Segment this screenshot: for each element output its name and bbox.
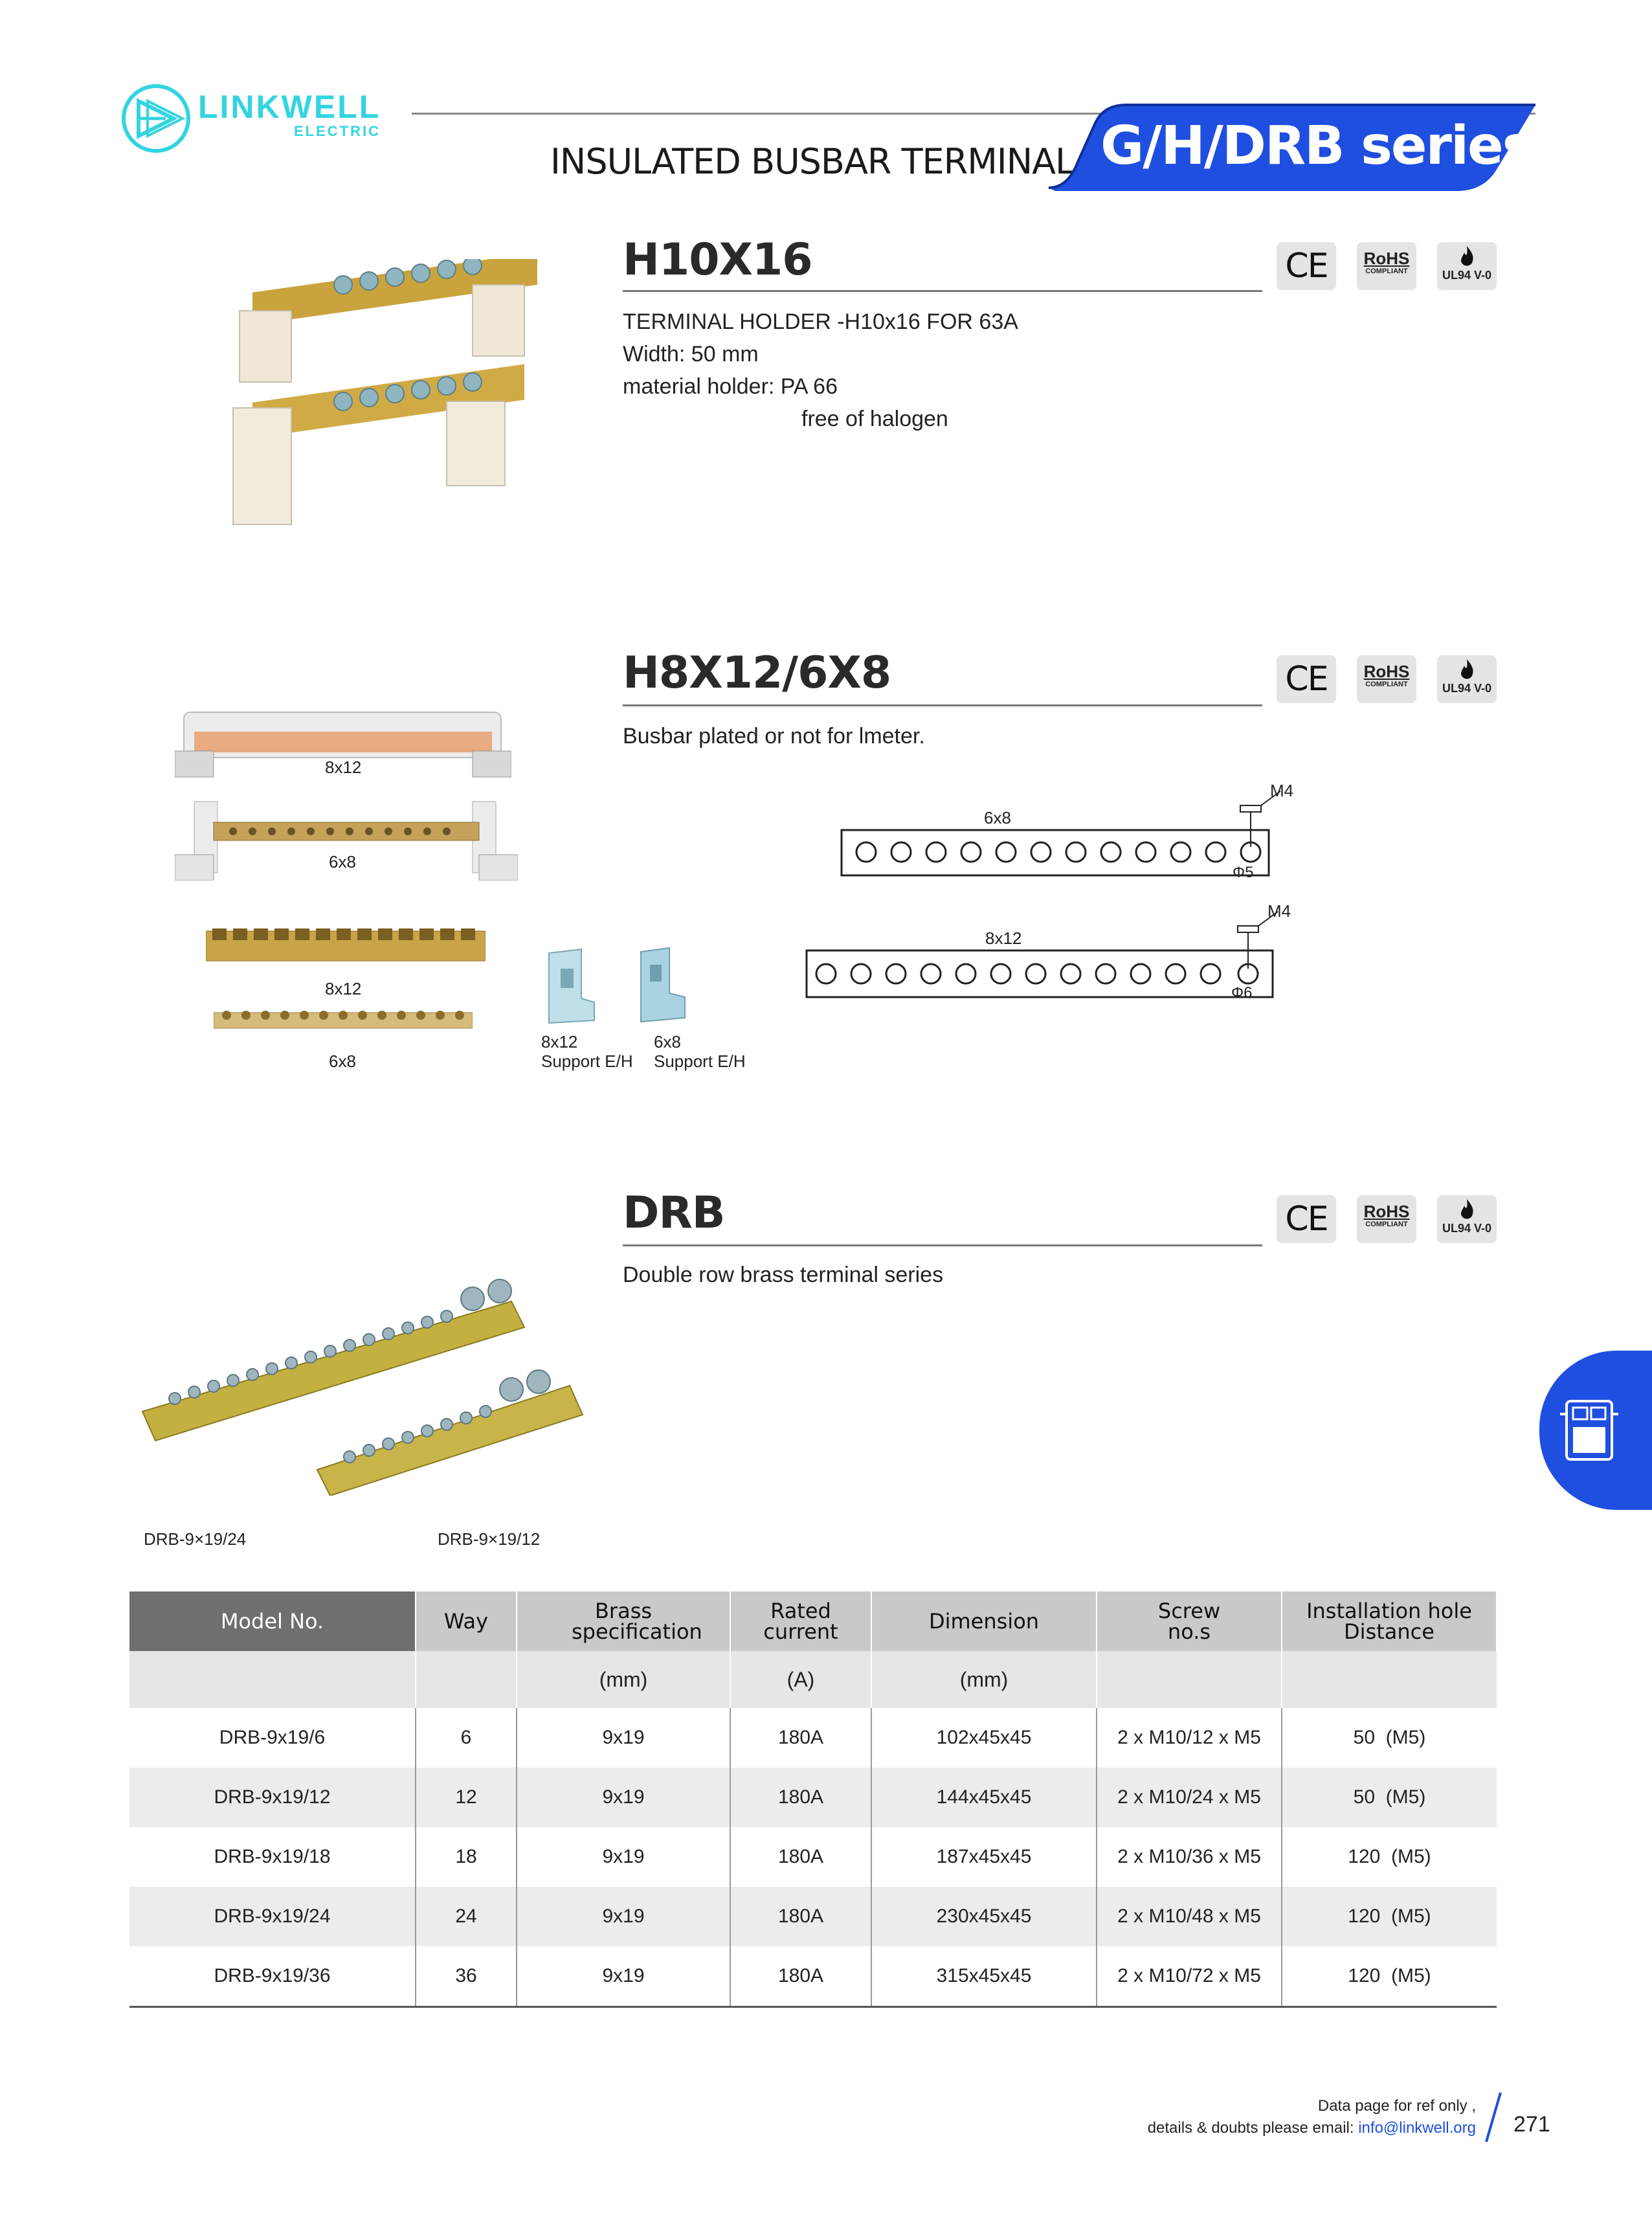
drawing-6x8-screw: M4	[1270, 781, 1294, 800]
unit-dimension: (mm)	[871, 1651, 1097, 1708]
table-row	[129, 1887, 1497, 1946]
label-6x8-b: 6x8	[329, 852, 356, 871]
cell-current: 180A	[730, 1708, 871, 1768]
cert-badges-1	[1277, 242, 1503, 294]
cell-brass: 9x19	[517, 1827, 730, 1887]
cell-dimension: 144x45x45	[871, 1768, 1097, 1827]
drawing-6x8-label: 6x8	[984, 808, 1011, 827]
cell-way: 12	[416, 1768, 517, 1827]
support-6x8-size: 6x8	[654, 1032, 681, 1051]
h10x16-desc-line4: free of halogen	[801, 407, 948, 431]
drb-desc: Double row brass terminal series	[623, 1263, 944, 1287]
cell-dimension: 230x45x45	[871, 1887, 1097, 1946]
footer-slash	[1484, 2090, 1503, 2144]
footer-note	[971, 2095, 1476, 2139]
col-header-model: Model No.	[129, 1591, 416, 1651]
side-tab	[1539, 1351, 1652, 1510]
page-subtitle: INSULATED BUSBAR TERMINAL	[550, 141, 1075, 182]
drawing-8x12-hole: Φ6	[1231, 984, 1253, 1002]
support-8x12-size: 8x12	[541, 1032, 578, 1051]
label-8x12-a: 8x12	[325, 758, 362, 777]
col-header-dimension: Dimension	[871, 1591, 1097, 1651]
cell-model: DRB-9x19/24	[129, 1887, 416, 1946]
cell-model: DRB-9x19/36	[129, 1946, 416, 2007]
drawing-6x8-hole: Φ5	[1233, 864, 1254, 881]
cell-current: 180A	[730, 1887, 871, 1946]
spec-table	[129, 1591, 1497, 2008]
unit-screw	[1097, 1651, 1282, 1708]
table-row	[129, 1946, 1497, 2007]
cell-model: DRB-9x19/18	[129, 1827, 416, 1887]
support-6x8-name: Support E/H	[654, 1051, 746, 1071]
cell-install: 120 (M5)	[1282, 1946, 1497, 2007]
h10x16-product-image	[214, 259, 550, 531]
col-header-way: Way	[416, 1591, 517, 1651]
table-row	[129, 1768, 1497, 1827]
label-8x12-c: 8x12	[325, 979, 362, 998]
cell-install: 120 (M5)	[1348, 1846, 1431, 1867]
page-number: 271	[1513, 2112, 1550, 2137]
section-rule-h10x16	[623, 290, 1262, 292]
ce-mark-icon: CE	[1277, 655, 1336, 703]
section-title-h8x12: H8X12/6X8	[623, 647, 891, 699]
ce-mark-icon: CE	[1277, 242, 1336, 290]
section-title-h10x16: H10X16	[623, 234, 812, 286]
cell-brass: 9x19	[517, 1946, 730, 2007]
cell-current: 180A	[730, 1768, 871, 1827]
section-title-drb: DRB	[623, 1187, 725, 1239]
cell-screw: 2 x M10/72 x M5	[1097, 1946, 1282, 2007]
drawing-6x8	[835, 774, 1301, 891]
footer-line2	[971, 2117, 1476, 2139]
rohs-icon: RoHS COMPLIANT	[1357, 655, 1416, 703]
label-6x8-d: 6x8	[329, 1051, 356, 1071]
ul94-flame-icon: UL94 V-0	[1437, 655, 1497, 703]
h10x16-desc-line3: material holder: PA 66	[623, 374, 838, 399]
cell-model: DRB-9x19/6	[129, 1708, 416, 1768]
table-row	[129, 1708, 1497, 1768]
cell-screw: 2 x M10/36 x M5	[1097, 1827, 1282, 1887]
brand-sub: ELECTRIC	[294, 123, 381, 139]
cell-current: 180A	[730, 1827, 871, 1887]
h10x16-desc-line2: Width: 50 mm	[623, 342, 759, 366]
bare-busbar-6x8-image	[214, 1007, 473, 1031]
support-8x12-name: Support E/H	[541, 1051, 633, 1071]
drawing-8x12	[800, 895, 1305, 1011]
h8x12-desc: Busbar plated or not for lmeter.	[623, 724, 925, 748]
col-header-screw: Screw no.s	[1097, 1591, 1282, 1651]
support-6x8-image	[636, 945, 687, 1023]
footer-line1: Data page for ref only ,	[1317, 2097, 1476, 2115]
cell-dimension: 102x45x45	[871, 1708, 1097, 1768]
section-rule-h8x12	[623, 704, 1262, 706]
cell-screw: 2 x M10/24 x M5	[1097, 1768, 1282, 1827]
table-row	[129, 1827, 1497, 1887]
col-header-current: Rated current	[730, 1591, 871, 1651]
ul94-flame-icon: UL94 V-0	[1437, 1195, 1497, 1243]
unit-install	[1282, 1651, 1497, 1708]
terminal-block-icon	[1554, 1388, 1625, 1472]
cell-way: 6	[416, 1708, 517, 1768]
bare-busbar-8x12-image	[206, 927, 486, 963]
cell-install: 120 (M5)	[1282, 1887, 1497, 1946]
drawing-8x12-screw: M4	[1267, 901, 1291, 921]
drb-caption-2: DRB-9×19/12	[438, 1529, 541, 1549]
cell-way: 18	[416, 1827, 517, 1887]
ce-mark-icon: CE	[1277, 1195, 1336, 1243]
rohs-icon: RoHS COMPLIANT	[1357, 242, 1416, 290]
support-8x12-image	[544, 947, 596, 1024]
linkwell-logo-icon	[120, 83, 192, 154]
spec-table-wrap	[129, 1591, 1497, 2008]
unit-brass: (mm)	[517, 1651, 730, 1708]
cell-model: DRB-9x19/12	[129, 1768, 416, 1827]
cell-install: 50 (M5)	[1353, 1727, 1426, 1748]
drb-caption-1: DRB-9×19/24	[144, 1529, 247, 1549]
cell-screw: 2 x M10/48 x M5	[1097, 1887, 1282, 1946]
ul94-flame-icon: UL94 V-0	[1437, 242, 1497, 290]
series-tab	[1042, 104, 1541, 194]
col-header-install: Installation hole Distance	[1282, 1591, 1497, 1651]
brand-logo	[120, 80, 392, 158]
cert-badges-3	[1277, 1195, 1503, 1247]
cell-dimension: 187x45x45	[871, 1827, 1097, 1887]
cell-screw: 2 x M10/12 x M5	[1097, 1708, 1282, 1768]
drb-product-image	[136, 1263, 602, 1496]
rohs-icon: RoHS COMPLIANT	[1357, 1195, 1416, 1243]
series-label: G/H/DRB series	[1100, 115, 1533, 177]
h10x16-desc-line1: TERMINAL HOLDER -H10x16 FOR 63A	[623, 309, 1018, 334]
footer-email-link[interactable]: info@linkwell.org	[1358, 2119, 1476, 2137]
footer-line2-prefix: details & doubts please email:	[1147, 2119, 1359, 2137]
col-header-brass: Brass specification	[517, 1591, 730, 1651]
cell-brass: 9x19	[517, 1887, 730, 1946]
cell-brass: 9x19	[517, 1708, 730, 1768]
cell-current: 180A	[730, 1946, 871, 2007]
drawing-8x12-label: 8x12	[985, 928, 1022, 948]
cell-way: 36	[416, 1946, 517, 2007]
cell-dimension: 315x45x45	[871, 1946, 1097, 2007]
brand-name: LINKWELL	[198, 89, 381, 125]
unit-model	[129, 1651, 416, 1708]
cell-way: 24	[416, 1887, 517, 1946]
cell-install: 50 (M5)	[1282, 1768, 1497, 1827]
cert-badges-2	[1277, 655, 1503, 707]
section-rule-drb	[623, 1244, 1262, 1246]
cell-brass: 9x19	[517, 1768, 730, 1827]
unit-current: (A)	[730, 1651, 871, 1708]
unit-way	[416, 1651, 517, 1708]
